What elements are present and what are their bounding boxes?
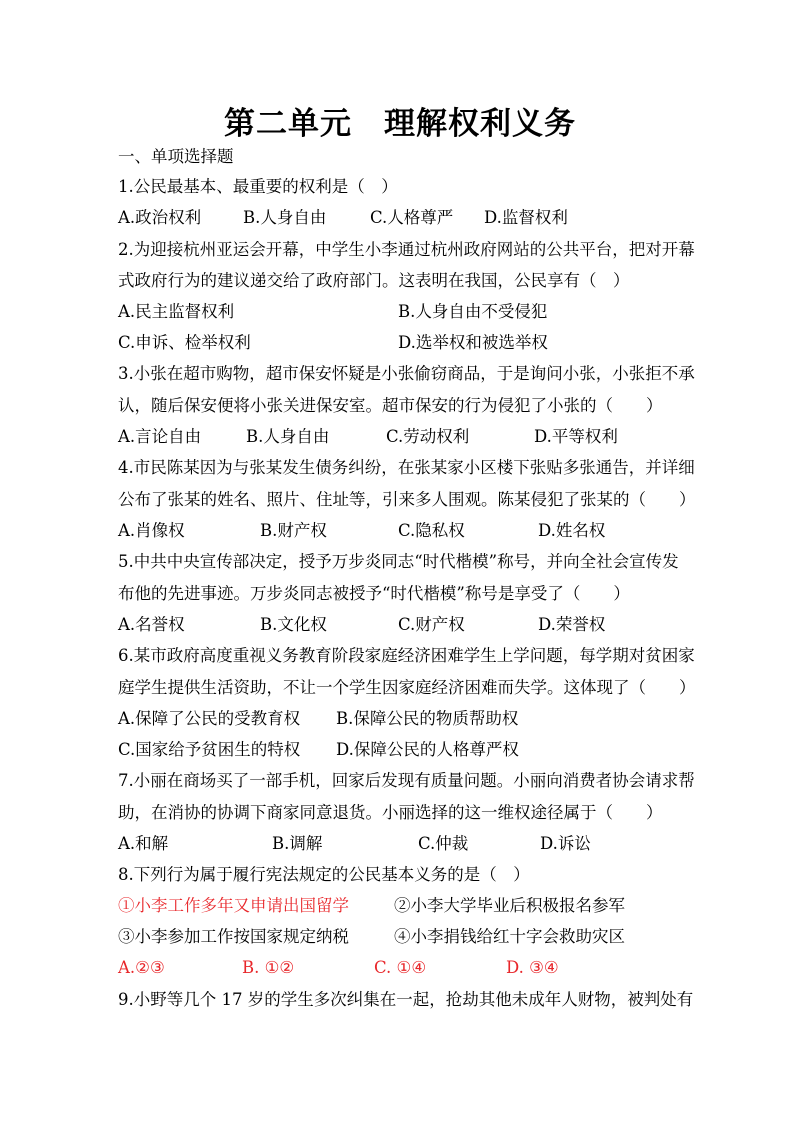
question-1-stem: 1.公民最基本、最重要的权利是（ ）	[118, 177, 398, 196]
q2-option-b: B.人身自由不受侵犯	[398, 302, 548, 321]
q7-option-d: D.诉讼	[540, 834, 591, 853]
q2-option-a: A.民主监督权利	[118, 302, 235, 321]
question-5-stem-line-2: 布他的先进事迹。万步炎同志被授予“时代楷模”称号是享受了（ ）	[118, 584, 630, 603]
section-heading: 一、单项选择题	[118, 147, 234, 166]
q1-option-a: A.政治权利	[118, 208, 202, 227]
q6-option-a: A.保障了公民的受教育权	[118, 709, 301, 728]
q6-option-d: D.保障公民的人格尊严权	[336, 740, 519, 759]
q5-option-c: C.财产权	[398, 615, 465, 634]
q7-option-b: B.调解	[272, 834, 323, 853]
q8-option-d: D. ③④	[506, 958, 559, 977]
question-7-stem-line-2: 助，在消协的协调下商家同意退货。小丽选择的这一维权途径属于（ ）	[118, 803, 663, 822]
question-4-stem-line-1: 4.市民陈某因为与张某发生债务纠纷，在张某家小区楼下张贴多张通告，并详细	[118, 458, 695, 477]
q1-option-c: C.人格尊严	[370, 208, 454, 227]
q8-statement-3: ③小李参加工作按国家规定纳税	[118, 927, 349, 946]
q1-option-d: D.监督权利	[484, 208, 568, 227]
q8-statement-2: ②小李大学毕业后积极报名参军	[394, 896, 625, 915]
q6-option-b: B.保障公民的物质帮助权	[336, 709, 519, 728]
question-8-stem: 8.下列行为属于履行宪法规定的公民基本义务的是（ ）	[118, 865, 530, 884]
q4-option-d: D.姓名权	[538, 521, 606, 540]
q8-statement-4: ④小李捐钱给红十字会救助灾区	[394, 927, 625, 946]
question-4-stem-line-2: 公布了张某的姓名、照片、住址等，引来多人围观。陈某侵犯了张某的（ ）	[118, 490, 696, 509]
q6-option-c: C.国家给予贫困生的特权	[118, 740, 301, 759]
question-3-stem-line-1: 3.小张在超市购物，超市保安怀疑是小张偷窃商品，于是询问小张，小张拒不承	[118, 364, 695, 383]
q5-option-d: D.荣誉权	[538, 615, 606, 634]
q5-option-b: B.文化权	[260, 615, 327, 634]
question-6-stem-line-2: 庭学生提供生活资助，不让一个学生因家庭经济困难而失学。这体现了（ ）	[118, 678, 696, 697]
question-2-stem-line-1: 2.为迎接杭州亚运会开幕，中学生小李通过杭州政府网站的公共平台，把对开幕	[118, 240, 695, 259]
q3-option-c: C.劳动权利	[386, 427, 470, 446]
q1-option-b: B.人身自由	[243, 208, 327, 227]
question-5-stem-line-1: 5.中共中央宣传部决定，授予万步炎同志“时代楷模”称号，并向全社会宣传发	[118, 552, 679, 571]
q4-option-a: A.肖像权	[118, 521, 185, 540]
q2-option-c: C.申诉、检举权利	[118, 333, 251, 352]
q8-option-b: B. ①②	[242, 958, 295, 977]
question-7-stem-line-1: 7.小丽在商场买了一部手机，回家后发现有质量问题。小丽向消费者协会请求帮	[118, 771, 695, 790]
q4-option-c: C.隐私权	[398, 521, 465, 540]
q7-option-c: C.仲裁	[418, 834, 469, 853]
q7-option-a: A.和解	[118, 834, 169, 853]
q8-statement-1: ①小李工作多年又申请出国留学	[118, 896, 349, 915]
q8-option-a: A.②③	[118, 958, 165, 977]
question-9-stem-line-1: 9.小野等几个 17 岁的学生多次纠集在一起，抢劫其他未成年人财物，被判处有	[118, 990, 694, 1009]
q8-option-c: C. ①④	[374, 958, 427, 977]
q3-option-a: A.言论自由	[118, 427, 202, 446]
q3-option-b: B.人身自由	[246, 427, 330, 446]
page-title: 第二单元 理解权利义务	[224, 106, 576, 142]
q3-option-d: D.平等权利	[534, 427, 618, 446]
question-3-stem-line-2: 认，随后保安便将小张关进保安室。超市保安的行为侵犯了小张的（ ）	[118, 396, 663, 415]
q5-option-a: A.名誉权	[118, 615, 185, 634]
question-6-stem-line-1: 6.某市政府高度重视义务教育阶段家庭经济困难学生上学问题，每学期对贫困家	[118, 646, 695, 665]
q2-option-d: D.选举权和被选举权	[398, 333, 548, 352]
q4-option-b: B.财产权	[260, 521, 327, 540]
question-2-stem-line-2: 式政府行为的建议递交给了政府部门。这表明在我国，公民享有（ ）	[118, 271, 630, 290]
